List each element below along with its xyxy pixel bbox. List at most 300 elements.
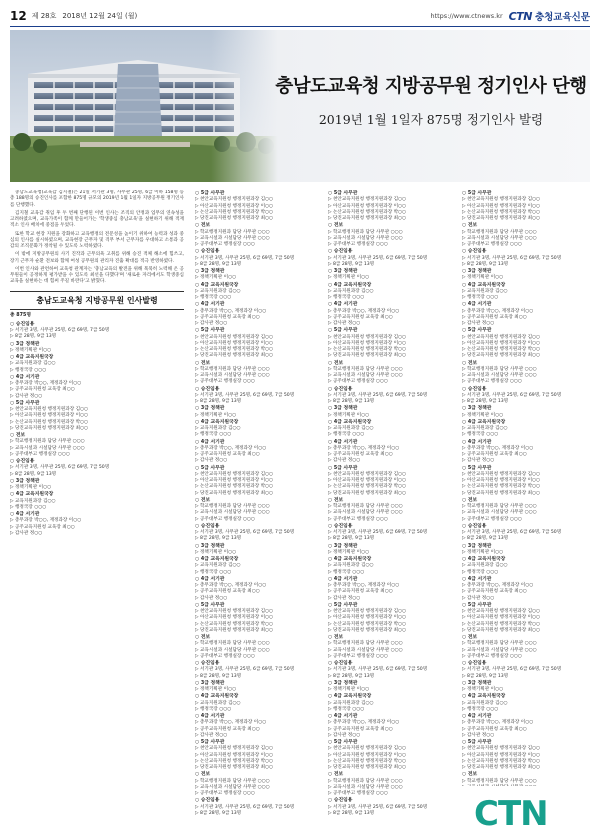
appointment-line: ▷ 정책기획관 이○○ (10, 347, 52, 353)
section-heading: ○ 3급 정책관 (328, 680, 358, 686)
appointment-line: ▷ 공주교육지원청 교육장 최○○ (195, 589, 260, 595)
section-heading: ○ 3급 정책관 (462, 269, 492, 274)
appointment-line: ▷ 천안교육지원청 행정지원과장 김○○ (328, 471, 407, 477)
appointment-line: ▷ 아산교육지원청 행정지원과장 이○○ (462, 615, 541, 621)
appointment-line: ▷ 8급 28명, 9급 13명 (195, 399, 242, 404)
appointment-line: ▷ 8급 28명, 9급 13명 (462, 673, 509, 679)
appointment-line: ▷ 아산교육지원청 행정지원과장 이○○ (462, 478, 541, 483)
appointment-line: ▷ 서기관 3명, 사무관 25명, 6급 69명, 7급 50명 (462, 530, 562, 535)
section-heading: ○ 4급 교육지원국장 (195, 694, 239, 700)
appointment-line: ▷ 정책기획관 이○○ (462, 549, 504, 555)
appointment-line: ▷ 공주교육지원청 교육장 최○○ (10, 524, 75, 530)
appointment-line: ▷ 행정국장 ○○○ (328, 569, 365, 575)
appointment-line: ▷ 총무과장 박○○, 재정과장 이○○ (195, 720, 267, 726)
appointment-line: ▷ 정책기획관 이○○ (462, 412, 504, 418)
appointment-line: ▷ 행정국장 ○○○ (195, 706, 232, 712)
appointment-line: ▷ 감사관 정○○ (328, 321, 361, 326)
section-heading: ○ 승진임용 (195, 523, 220, 529)
appointment-line: ▷ 8급 28명, 9급 13명 (328, 399, 375, 404)
appointment-line: ▷ 공주교육지원청 교육장 최○○ (328, 726, 393, 732)
appointment-line: ▷ 교육시설과 시설담당 사무관 ○○○ (10, 445, 85, 451)
appointment-line: ▷ 공주대부고 행정실장 ○○○ (328, 516, 388, 522)
appointment-line: ▷ 총무과장 박○○, 재정과장 이○○ (10, 518, 82, 524)
section-heading: ○ 4급 교육지원국장 (328, 694, 372, 700)
newspaper-logo (509, 9, 590, 23)
appointment-line: ▷ 학교행정지원과 담당 사무관 ○○○ (328, 778, 403, 784)
article-paragraph: 이 밖에 지방공무원의 사기 진작과 근무의욕 고취를 위해 승진 적체 해소에 힘쓰고, 장기 근무자 순환 전보와 함께 여성 공무원의 관리자 진출 확대를 적극 반영하였다. (10, 252, 184, 264)
appointment-line: ▷ 학교행정지원과 담당 사무관 ○○○ (195, 778, 270, 784)
appointment-line: ▷ 당진교육지원청 행정지원과장 최○○ (328, 353, 407, 359)
appointment-line: ▷ 천안교육지원청 행정지원과장 김○○ (462, 197, 541, 203)
appointment-line: ▷ 교육지원과장 김○○ (462, 563, 508, 569)
appointment-line: ▷ 아산교육지원청 행정지원과장 이○○ (462, 752, 541, 758)
appointment-line: ▷ 교육시설과 시설담당 사무관 ○○○ (195, 235, 270, 241)
article-paragraph: 김지철 교육감 취임 후 두 번째 단행된 이번 인사는 조직의 안정과 업무의 연속성을 고려하였으며, 교육가족이 함께 만들어가는 '학생중심 충남교육'을 실현하기 위해 적재적소 인사 배치에 중점을 두었다. (10, 210, 184, 229)
section-heading: ○ 전보 (328, 635, 344, 640)
appointment-line: ▷ 감사관 정○○ (10, 530, 43, 536)
appointment-line: ▷ 행정국장 ○○○ (195, 295, 232, 300)
appointment-line: ▷ 정책기획관 이○○ (328, 412, 370, 418)
appointment-line: ▷ 공주교육지원청 교육장 최○○ (328, 589, 393, 595)
appointment-line: ▷ 학교행정지원과 담당 사무관 ○○○ (195, 229, 270, 235)
appointment-line: ▷ 공주교육지원청 교육장 최○○ (462, 589, 527, 595)
appointment-line: ▷ 8급 28명, 9급 13명 (328, 810, 375, 816)
appointment-line: ▷ 공주교육지원청 교육장 최○○ (462, 726, 527, 732)
appointment-line: ▷ 서기관 3명, 사무관 25명, 6급 69명, 7급 50명 (328, 530, 428, 535)
appointment-line: ▷ 교육시설과 시설담당 사무관 ○○○ (328, 373, 403, 378)
appointment-line: ▷ 공주교육지원청 교육장 최○○ (195, 452, 260, 457)
section-heading: ○ 5급 사무관 (462, 740, 492, 745)
appointment-line: ▷ 학교행정지원과 담당 사무관 ○○○ (462, 504, 537, 509)
appointment-line: ▷ 정책기획관 이○○ (328, 549, 370, 555)
section-heading: ○ 4급 교육지원국장 (462, 694, 506, 700)
appointment-line: ▷ 감사관 정○○ (462, 732, 495, 738)
appointment-line: ▷ 교육지원과장 김○○ (10, 498, 56, 504)
personnel-list-title: 충남도교육청 지방공무원 인사발령 (10, 291, 184, 310)
section-heading: ○ 승진임용 (462, 523, 487, 529)
appointment-line: ▷ 정책기획관 이○○ (195, 687, 237, 692)
appointment-line: ▷ 감사관 정○○ (328, 732, 361, 738)
section-heading: ○ 4급 서기관 (10, 512, 40, 517)
appointment-line: ▷ 당진교육지원청 행정지원과장 최○○ (328, 765, 407, 770)
appointment-line: ▷ 학교행정지원과 담당 사무관 ○○○ (328, 641, 403, 647)
appointment-line: ▷ 8급 28명, 9급 13명 (10, 471, 57, 477)
appointment-line: ▷ 당진교육지원청 행정지원과장 최○○ (328, 627, 407, 633)
appointment-line: ▷ 서기관 3명, 사무관 25명, 6급 69명, 7급 50명 (328, 667, 428, 673)
section-heading: ○ 5급 사무관 (10, 400, 40, 406)
appointment-line: ▷ 공주대부고 행정실장 ○○○ (328, 242, 388, 247)
appointment-line: ▷ 당진교육지원청 행정지원과장 최○○ (10, 425, 89, 431)
ctn-logo-mark: CTN (508, 9, 532, 23)
appointment-line: ▷ 정책기획관 이○○ (10, 485, 52, 490)
appointment-line: ▷ 서기관 3명, 사무관 25명, 6급 69명, 7급 50명 (328, 804, 428, 810)
section-heading: ○ 4급 서기관 (462, 576, 492, 582)
section-heading: ○ 승진임용 (328, 523, 353, 529)
section-heading: ○ 전보 (462, 772, 478, 778)
appointment-line: ▷ 총무과장 박○○, 재정과장 이○○ (195, 445, 267, 451)
appointment-line: ▷ 논산교육지원청 행정지원과장 박○○ (462, 621, 541, 627)
appointment-line: ▷ 논산교육지원청 행정지원과장 박○○ (462, 209, 541, 215)
appointment-line: ▷ 서기관 3명, 사무관 25명, 6급 69명, 7급 50명 (195, 804, 295, 810)
newspaper-name: 충청교육신문 (534, 12, 590, 23)
appointment-line: ▷ 서기관 3명, 사무관 25명, 6급 69명, 7급 50명 (195, 255, 295, 261)
appointment-line: ▷ 총무과장 박○○, 재정과장 이○○ (195, 308, 267, 314)
section-heading: ○ 4급 서기관 (462, 439, 492, 445)
appointment-line: ▷ 학교행정지원과 담당 사무관 ○○○ (195, 504, 270, 509)
appointment-line: ▷ 천안교육지원청 행정지원과장 김○○ (462, 471, 541, 477)
appointment-line: ▷ 정책기획관 이○○ (195, 549, 237, 555)
section-heading: ○ 4급 서기관 (195, 576, 225, 582)
appointment-line: ▷ 공주대부고 행정실장 ○○○ (10, 451, 70, 457)
section-heading: ○ 승진임용 (195, 798, 220, 804)
section-heading: ○ 승진임용 (462, 661, 487, 666)
appointment-line: ▷ 정책기획관 이○○ (462, 687, 504, 692)
appointment-line: ▷ 천안교육지원청 행정지원과장 김○○ (195, 746, 274, 752)
appointment-line: ▷ 공주대부고 행정실장 ○○○ (195, 653, 255, 659)
section-heading: ○ 승진임용 (195, 249, 220, 255)
appointment-line: ▷ 8급 28명, 9급 13명 (328, 673, 375, 679)
appointment-line: ▷ 아산교육지원청 행정지원과장 이○○ (328, 478, 407, 483)
appointment-line: ▷ 공주대부고 행정실장 ○○○ (462, 379, 522, 385)
section-heading: ○ 4급 교육지원국장 (195, 557, 239, 562)
appointment-line: ▷ 아산교육지원청 행정지원과장 이○○ (195, 615, 274, 621)
article-headline: 충남도교육청 지방공무원 정기인사 단행 (275, 76, 587, 97)
section-heading: ○ 4급 교육지원국장 (195, 419, 239, 425)
appointment-line: ▷ 공주교육지원청 교육장 최○○ (195, 314, 260, 320)
section-heading: ○ 승진임용 (328, 386, 353, 392)
appointment-line: ▷ 천안교육지원청 행정지원과장 김○○ (195, 609, 274, 614)
appointment-line: ▷ 학교행정지원과 담당 사무관 ○○○ (195, 366, 270, 372)
appointment-line: ▷ 교육시설과 시설담당 사무관 ○○○ (462, 510, 537, 516)
appointment-line: ▷ 학교행정지원과 담당 사무관 ○○○ (195, 641, 270, 647)
appointment-line: ▷ 공주대부고 행정실장 ○○○ (328, 653, 388, 659)
appointment-line: ▷ 행정국장 ○○○ (462, 706, 499, 712)
appointment-line: ▷ 학교행정지원과 담당 사무관 ○○○ (462, 229, 537, 235)
appointment-line: ▷ 아산교육지원청 행정지원과장 이○○ (195, 752, 274, 758)
section-heading: ○ 승진임용 (195, 661, 220, 666)
appointment-line: ▷ 학교행정지원과 담당 사무관 ○○○ (462, 366, 537, 372)
article-paragraph: 이번 인사와 관련하여 교육청 관계자는 '충남교육의 발전을 위해 묵묵히 노력해 온 공무원들이 공정하게 평가받을 수 있도록 최선을 다했다'며 '새로운 자리에서도 학생중심 교육을 실현하는 데 힘써 주길 바란다'고 밝혔다. (10, 266, 184, 285)
section-heading: ○ 4급 교육지원국장 (462, 557, 506, 562)
section-heading: ○ 3급 정책관 (195, 406, 225, 412)
appointment-line: ▷ 학교행정지원과 담당 사무관 ○○○ (462, 778, 537, 784)
appointment-line: ▷ 감사관 정○○ (195, 458, 228, 464)
appointment-line: ▷ 총무과장 박○○, 재정과장 이○○ (462, 583, 534, 588)
article-paragraph: 충남도교육청(교육감 김지철)은 21일 서기관 3명, 사무관 25명, 6급 이하 158명 등 총 188명의 승진인사를 포함한 875명 규모의 2019년 1월 1일자 지방공무원 정기인사를 단행했다. (10, 190, 184, 208)
appointment-line: ▷ 아산교육지원청 행정지원과장 이○○ (328, 752, 407, 758)
section-heading: ○ 5급 사무관 (462, 191, 492, 196)
article-column-1 (10, 190, 184, 816)
section-heading: ○ 3급 정책관 (462, 406, 492, 412)
appointment-line: ▷ 논산교육지원청 행정지원과장 박○○ (462, 484, 541, 490)
appointment-line: ▷ 서기관 3명, 사무관 25명, 6급 69명, 7급 50명 (10, 328, 110, 333)
appointment-line: ▷ 행정국장 ○○○ (195, 569, 232, 575)
section-heading: ○ 4급 서기관 (328, 302, 358, 308)
appointment-line: ▷ 아산교육지원청 행정지원과장 이○○ (195, 203, 274, 209)
section-heading: ○ 4급 교육지원국장 (328, 557, 372, 562)
section-heading: ○ 4급 교육지원국장 (10, 492, 54, 498)
appointment-line: ▷ 교육지원과장 김○○ (328, 563, 374, 569)
appointment-line: ▷ 감사관 정○○ (328, 458, 361, 464)
appointment-line: ▷ 8급 28명, 9급 13명 (195, 261, 242, 267)
section-heading: ○ 전보 (195, 635, 211, 640)
section-heading: ○ 4급 교육지원국장 (328, 419, 372, 425)
appointment-line: ▷ 공주대부고 행정실장 ○○○ (195, 379, 255, 385)
section-heading: ○ 4급 서기관 (195, 439, 225, 445)
footer-ctn-logo: CTN (474, 794, 548, 834)
appointment-line: ▷ 서기관 3명, 사무관 25명, 6급 69명, 7급 50명 (462, 667, 562, 673)
article-column-4 (462, 190, 590, 786)
appointment-line: ▷ 8급 28명, 9급 13명 (195, 536, 242, 542)
appointment-line: ▷ 논산교육지원청 행정지원과장 박○○ (328, 621, 407, 627)
appointment-line: ▷ 교육시설과 시설담당 사무관 ○○○ (195, 510, 270, 516)
appointment-line: ▷ 총무과장 박○○, 재정과장 이○○ (328, 583, 400, 588)
appointment-line: ▷ 교육지원과장 김○○ (195, 288, 241, 294)
section-heading: ○ 5급 사무관 (195, 191, 225, 196)
section-heading: ○ 승진임용 (462, 249, 487, 255)
appointment-line: ▷ 공주대부고 행정실장 ○○○ (195, 791, 255, 796)
appointment-line: ▷ 당진교육지원청 행정지원과장 최○○ (195, 627, 274, 633)
section-heading: ○ 5급 사무관 (328, 191, 358, 196)
appointment-line: ▷ 정책기획관 이○○ (195, 412, 237, 418)
appointment-line: ▷ 서기관 3명, 사무관 25명, 6급 69명, 7급 50명 (195, 392, 295, 398)
hero-banner (10, 30, 590, 182)
appointment-line: ▷ 교육지원과장 김○○ (195, 563, 241, 569)
appointment-line: ▷ 8급 28명, 9급 13명 (462, 536, 509, 542)
appointment-line: ▷ 교육지원과장 김○○ (462, 288, 508, 294)
section-heading: ○ 3급 정책관 (10, 341, 40, 347)
appointment-line: ▷ 학교행정지원과 담당 사무관 ○○○ (462, 641, 537, 647)
appointment-line: ▷ 천안교육지원청 행정지원과장 김○○ (195, 197, 274, 203)
appointment-line: ▷ 천안교육지원청 행정지원과장 김○○ (328, 746, 407, 752)
appointment-line: ▷ 교육지원과장 김○○ (328, 700, 374, 706)
section-heading: ○ 전보 (462, 635, 478, 640)
section-heading: ○ 전보 (328, 360, 344, 366)
section-heading: ○ 5급 사무관 (462, 328, 492, 334)
appointment-line: ▷ 교육시설과 시설담당 사무관 ○○○ (462, 373, 537, 378)
appointment-line: ▷ 행정국장 ○○○ (328, 432, 365, 438)
page-number: 12 (10, 9, 27, 23)
appointment-line: ▷ 8급 28명, 9급 13명 (10, 334, 57, 340)
section-heading: ○ 4급 교육지원국장 (462, 419, 506, 425)
appointment-line: ▷ 논산교육지원청 행정지원과장 박○○ (328, 347, 407, 352)
section-heading: ○ 3급 정책관 (195, 543, 225, 549)
appointment-line: ▷ 천안교육지원청 행정지원과장 김○○ (328, 334, 407, 340)
appointment-line: ▷ 감사관 정○○ (195, 595, 228, 601)
section-heading: ○ 5급 사무관 (328, 740, 358, 745)
section-heading: ○ 승진임용 (462, 386, 487, 392)
appointment-line: ▷ 교육시설과 시설담당 사무관 ○○○ (328, 235, 403, 241)
appointment-line: ▷ 총무과장 박○○, 재정과장 이○○ (462, 720, 534, 726)
appointment-line: ▷ 천안교육지원청 행정지원과장 김○○ (195, 334, 274, 340)
appointment-line: ▷ 교육지원과장 김○○ (328, 288, 374, 294)
appointment-line: ▷ 교육시설과 시설담당 사무관 ○○○ (328, 647, 403, 653)
appointment-line: ▷ 8급 28명, 9급 13명 (195, 673, 242, 679)
site-url[interactable]: https://www.ctnews.kr (430, 12, 503, 20)
appointment-line: ▷ 공주대부고 행정실장 ○○○ (462, 242, 522, 247)
appointment-line: ▷ 공주교육지원청 교육장 최○○ (195, 726, 260, 732)
appointment-line: ▷ 아산교육지원청 행정지원과장 이○○ (462, 340, 541, 346)
section-heading: ○ 5급 사무관 (195, 740, 225, 745)
section-heading: ○ 전보 (195, 497, 211, 503)
appointment-line: ▷ 서기관 3명, 사무관 25명, 6급 69명, 7급 50명 (462, 392, 562, 398)
article-paragraph: 또한 학교 현장 지원을 강화하고 교육행정의 전문성을 높이기 위하여 능력과 성과 중심의 인사를 실시하였으며, 교육현장 근무자 및 격무 부서 근무자를 우대하고 소통과 공감의 조직문화가 정착될 수 있도록 노력하였다. (10, 231, 184, 249)
appointment-line: ▷ 정책기획관 이○○ (462, 275, 504, 281)
section-heading: ○ 전보 (462, 360, 478, 366)
appointment-line: ▷ 공주교육지원청 교육장 최○○ (462, 452, 527, 457)
section-heading: ○ 승진임용 (328, 798, 353, 804)
appointment-line: ▷ 논산교육지원청 행정지원과장 박○○ (195, 758, 274, 764)
appointment-line: ▷ 정책기획관 이○○ (328, 275, 370, 281)
appointment-line: ▷ 당진교육지원청 행정지원과장 최○○ (195, 490, 274, 496)
appointment-line: ▷ 논산교육지원청 행정지원과장 박○○ (462, 758, 541, 764)
section-heading: ○ 전보 (195, 360, 211, 366)
appointment-line: ▷ 총무과장 박○○, 재정과장 이○○ (328, 445, 400, 451)
appointment-line: ▷ 교육시설과 시설담당 사무관 ○○○ (195, 373, 270, 378)
appointment-line: ▷ 행정국장 ○○○ (328, 706, 365, 712)
section-heading: ○ 전보 (328, 223, 344, 229)
appointment-line: ▷ 감사관 정○○ (10, 393, 43, 399)
appointment-line: ▷ 행정국장 ○○○ (462, 295, 499, 300)
appointment-line: ▷ 감사관 정○○ (462, 321, 495, 326)
edition-number: 제 28호 (31, 12, 57, 20)
appointment-line: ▷ 8급 28명, 9급 13명 (462, 399, 509, 404)
appointment-line: ▷ 교육지원과장 김○○ (195, 700, 241, 706)
appointment-line: ▷ 당진교육지원청 행정지원과장 최○○ (328, 216, 407, 221)
appointment-line: ▷ 학교행정지원과 담당 사무관 ○○○ (10, 439, 85, 445)
appointment-line: ▷ 행정국장 ○○○ (328, 295, 365, 300)
appointment-line: ▷ 행정국장 ○○○ (195, 432, 232, 438)
appointment-line: ▷ 총무과장 박○○, 재정과장 이○○ (195, 583, 267, 588)
appointment-line: ▷ 천안교육지원청 행정지원과장 김○○ (10, 407, 89, 412)
appointment-line: ▷ 논산교육지원청 행정지원과장 박○○ (195, 347, 274, 352)
appointment-line: ▷ 공주대부고 행정실장 ○○○ (195, 516, 255, 522)
appointment-line: ▷ 서기관 3명, 사무관 25명, 6급 69명, 7급 50명 (328, 392, 428, 398)
appointment-line: ▷ 논산교육지원청 행정지원과장 박○○ (328, 758, 407, 764)
appointment-line: ▷ 공주교육지원청 교육장 최○○ (328, 314, 393, 320)
section-heading: ○ 4급 서기관 (328, 576, 358, 582)
appointment-line: ▷ 학교행정지원과 담당 사무관 ○○○ (328, 504, 403, 509)
appointment-line: ▷ 당진교육지원청 행정지원과장 최○○ (462, 216, 541, 221)
appointment-line: ▷ 논산교육지원청 행정지원과장 박○○ (195, 484, 274, 490)
section-heading: ○ 4급 교육지원국장 (195, 282, 239, 288)
appointment-line: ▷ 총무과장 박○○, 재정과장 이○○ (462, 445, 534, 451)
section-heading: ○ 3급 정책관 (195, 269, 225, 274)
section-heading: ○ 5급 사무관 (328, 328, 358, 334)
section-heading: ○ 3급 정책관 (10, 478, 40, 484)
appointment-line: ▷ 감사관 정○○ (195, 732, 228, 738)
appointment-line: ▷ 당진교육지원청 행정지원과장 최○○ (462, 627, 541, 633)
appointment-line: ▷ 서기관 3명, 사무관 25명, 6급 69명, 7급 50명 (462, 255, 562, 261)
appointment-line: ▷ 학교행정지원과 담당 사무관 ○○○ (328, 366, 403, 372)
appointment-line: ▷ 8급 28명, 9급 13명 (328, 261, 375, 267)
appointment-line: ▷ 교육지원과장 김○○ (462, 700, 508, 706)
appointment-line: ▷ 8급 28명, 9급 13명 (462, 261, 509, 267)
section-heading: ○ 4급 서기관 (462, 714, 492, 719)
section-heading: ○ 5급 사무관 (328, 465, 358, 471)
section-heading: ○ 5급 사무관 (462, 465, 492, 471)
section-heading: ○ 전보 (462, 497, 478, 503)
section-heading: ○ 4급 서기관 (195, 714, 225, 719)
appointment-line: ▷ 아산교육지원청 행정지원과장 이○○ (328, 203, 407, 209)
appointment-line: ▷ 공주대부고 행정실장 ○○○ (328, 791, 388, 796)
appointment-line: ▷ 아산교육지원청 행정지원과장 이○○ (328, 340, 407, 346)
section-heading: ○ 전보 (195, 772, 211, 778)
appointment-line: ▷ 공주교육지원청 교육장 최○○ (10, 387, 75, 393)
appointment-line: ▷ 공주교육지원청 교육장 최○○ (462, 314, 527, 320)
appointment-line: ▷ 감사관 정○○ (462, 595, 495, 601)
appointment-line: ▷ 교육시설과 시설담당 사무관 ○○○ (462, 235, 537, 241)
appointment-line: ▷ 행정국장 ○○○ (462, 569, 499, 575)
appointment-line: ▷ 행정국장 ○○○ (462, 432, 499, 438)
appointment-line: ▷ 당진교육지원청 행정지원과장 최○○ (195, 216, 274, 221)
appointment-line: ▷ 당진교육지원청 행정지원과장 최○○ (195, 765, 274, 770)
appointment-line: ▷ 교육시설과 시설담당 사무관 ○○○ (195, 784, 270, 790)
section-heading: ○ 5급 사무관 (195, 328, 225, 334)
page-header (10, 8, 590, 24)
section-heading: ○ 3급 정책관 (462, 543, 492, 549)
appointment-line: ▷ 행정국장 ○○○ (10, 367, 47, 373)
appointment-line: ▷ 교육시설과 시설담당 사무관 ○○○ (328, 510, 403, 516)
article-column-2 (195, 190, 323, 816)
section-heading: ○ 전보 (328, 772, 344, 778)
appointment-line: ▷ 정책기획관 이○○ (328, 687, 370, 692)
appointment-line: ▷ 당진교육지원청 행정지원과장 최○○ (462, 765, 541, 770)
appointment-line: ▷ 아산교육지원청 행정지원과장 이○○ (10, 413, 89, 419)
section-heading: ○ 승진임용 (10, 459, 35, 464)
section-heading: ○ 승진임용 (328, 661, 353, 666)
section-heading: ○ 4급 서기관 (10, 374, 40, 380)
appointment-line: ▷ 공주대부고 행정실장 ○○○ (195, 242, 255, 247)
appointment-line: ▷ 총무과장 박○○, 재정과장 이○○ (10, 381, 82, 386)
appointment-line: ▷ 공주대부고 행정실장 ○○○ (462, 653, 522, 659)
appointment-line: ▷ 교육지원과장 김○○ (10, 361, 56, 367)
appointment-line: ▷ 천안교육지원청 행정지원과장 김○○ (328, 197, 407, 203)
appointment-line: ▷ 교육시설과 시설담당 사무관 ○○○ (462, 647, 537, 653)
appointment-line: ▷ 당진교육지원청 행정지원과장 최○○ (462, 353, 541, 359)
appointment-line: ▷ 교육지원과장 김○○ (328, 426, 374, 431)
appointment-line: ▷ 아산교육지원청 행정지원과장 이○○ (195, 478, 274, 483)
appointment-line: ▷ 교육시설과 시설담당 사무관 ○○○ (328, 784, 403, 790)
appointment-line: ▷ 아산교육지원청 행정지원과장 이○○ (462, 203, 541, 209)
section-heading: ○ 4급 서기관 (195, 302, 225, 308)
appointment-line: ▷ 공주교육지원청 교육장 최○○ (328, 452, 393, 457)
appointment-line: ▷ 총무과장 박○○, 재정과장 이○○ (462, 308, 534, 314)
section-heading: ○ 승진임용 (10, 321, 35, 327)
appointment-line: ▷ 서기관 3명, 사무관 25명, 6급 69명, 7급 50명 (328, 255, 428, 261)
appointment-line: ▷ 아산교육지원청 행정지원과장 이○○ (328, 615, 407, 621)
appointment-line: ▷ 학교행정지원과 담당 사무관 ○○○ (328, 229, 403, 235)
section-heading: ○ 3급 정책관 (328, 543, 358, 549)
section-heading: ○ 4급 교육지원국장 (462, 282, 506, 288)
section-heading: ○ 전보 (328, 497, 344, 503)
appointment-line: ▷ 논산교육지원청 행정지원과장 박○○ (328, 484, 407, 490)
appointment-line: ▷ 논산교육지원청 행정지원과장 박○○ (462, 347, 541, 352)
section-heading: ○ 전보 (462, 223, 478, 229)
section-heading: ○ 5급 사무관 (328, 602, 358, 608)
section-heading: ○ 전보 (195, 223, 211, 229)
appointment-line: ▷ 총무과장 박○○, 재정과장 이○○ (328, 308, 400, 314)
appointment-line: ▷ 논산교육지원청 행정지원과장 박○○ (10, 419, 89, 425)
appointment-line: ▷ 당진교육지원청 행정지원과장 최○○ (195, 353, 274, 359)
appointment-line: ▷ 서기관 3명, 사무관 25명, 6급 69명, 7급 50명 (195, 667, 295, 673)
appointment-line: ▷ 감사관 정○○ (462, 458, 495, 464)
article-column-3 (328, 190, 456, 816)
appointment-line: ▷ 서기관 3명, 사무관 25명, 6급 69명, 7급 50명 (195, 530, 295, 535)
appointment-line: ▷ 감사관 정○○ (328, 595, 361, 601)
section-heading: ○ 4급 교육지원국장 (328, 282, 372, 288)
appointment-line: ▷ 8급 28명, 9급 13명 (328, 536, 375, 542)
